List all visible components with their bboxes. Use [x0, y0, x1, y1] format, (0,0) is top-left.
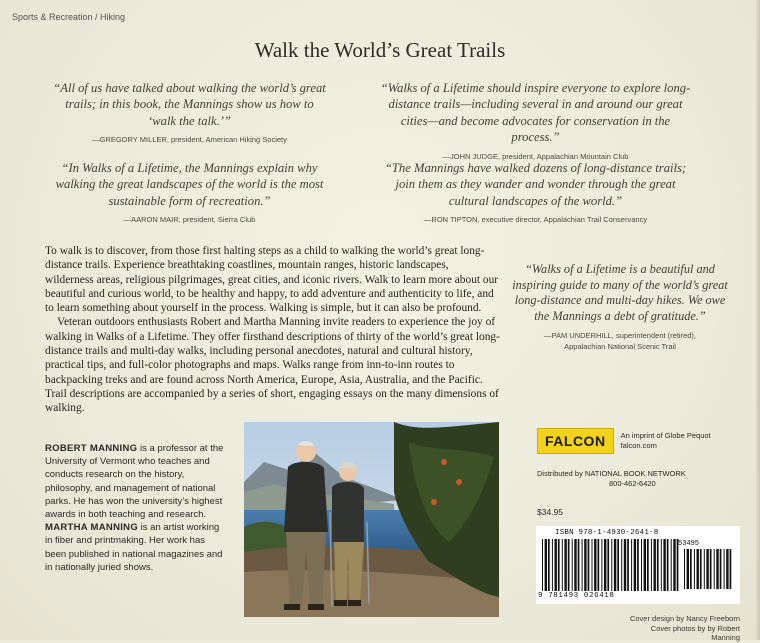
description-paragraph: To walk is to discover, from those first halting steps as a child to walking the world’s great long-distance trails. Experience breathtaking coastlines, mountain ranges, historic landscapes, wilderness areas, religious pilgrimages, great cities, and iconic rivers. Walk to learn more about our beautiful and curious world, to be healthy and happy, to add adventure and authenticity to life, and to learn something about yourself in the process. Walking is simple, but it can also be profound.: [45, 245, 499, 315]
quote-text: “Walks of a Lifetime is a beautiful and inspiring guide to many of the world’s great long-distance and multi-day hikes. We owe the Mannings a debt of gratitude.”: [512, 262, 728, 323]
quote-block: [378, 160, 693, 229]
quote-block: [52, 80, 327, 149]
quote-attribution: —JOHN JUDGE, president, Appalachian Mountain Club: [442, 151, 629, 161]
category-label: Sports & Recreation / Hiking: [12, 12, 126, 22]
credits: [620, 614, 740, 643]
falcon-logo: FALCON: [537, 428, 614, 454]
page-title: Walk the World’s Great Trails: [254, 38, 506, 62]
imprint-url: falcon.com: [620, 441, 657, 450]
page-edge: [756, 0, 760, 640]
quote-attribution: —AARON MAIR, president, Sierra Club: [123, 215, 256, 225]
publisher-block: [537, 428, 711, 454]
quote-block: [378, 80, 693, 165]
bio-text: is an artist working in fiber and printmaking. Her work has been published in national magazines and in nationally juried shows.: [45, 522, 223, 573]
quote-attribution: —RON TIPTON, executive director, Appalachian Trail Conservancy: [423, 215, 648, 225]
quote-attribution: —GREGORY MILLER, president, American Hiking Society: [92, 135, 287, 145]
side-quote: [510, 262, 730, 352]
barcode-bars: [542, 539, 682, 591]
imprint-line: An imprint of Globe Pequot: [620, 431, 711, 440]
distributor-name: Distributed by NATIONAL BOOK NETWORK: [537, 469, 686, 478]
ean-number: 9 781493 026418: [538, 592, 615, 600]
barcode: [536, 526, 740, 604]
quote-text: “All of us have talked about walking the world’s great trails; in this book, the Mannings show us how to ‘walk the talk.’”: [53, 81, 326, 128]
author-bio: [45, 442, 227, 574]
cover-design-credit: Cover design by Nancy Freeborn: [629, 614, 740, 623]
cover-photo-credit: Cover photos by by Robert Manning: [650, 623, 740, 642]
attribution-line: Appalachian National Scenic Trail: [564, 342, 676, 352]
distributor: [537, 469, 686, 489]
description-paragraph: Veteran outdoors enthusiasts Robert and Martha Manning invite readers to experience the joy of walking in Walks of a Lifetime. They offer firsthand descriptions of thirty of the world’s great long-distance trails and multi-day walks, including personal anecdotes, natural and cultural history, practical tips, and full-color photographs and maps. Walks range from inn-to-inn routes to backpacking treks and are found across North America, Europe, Asia, Australia, and the Pacific. Trail descriptions are accompanied by a series of short, engaging essays on the many dimensions of walking.: [45, 316, 500, 415]
imprint: [621, 431, 711, 451]
bio-text: is a professor at the University of Vermont who teaches and conducts research on the history, philosophy, and management of national parks. He has won the university’s highest awards in both teaching and research.: [45, 443, 224, 521]
quote-text: “The Mannings have walked dozens of long-distance trails; join them as they wander and wonder through the great cultural landscapes of the world.”: [384, 161, 687, 208]
quote-block: [52, 160, 327, 229]
quote-text: “In Walks of a Lifetime, the Mannings explain why walking the great landscapes of the world is the most sustainable form of recreation.”: [55, 161, 324, 208]
isbn: ISBN 978-1-4930-2641-8: [555, 529, 659, 537]
barcode-addon-bars: [684, 549, 734, 589]
price: $34.95: [537, 507, 563, 517]
author-photo: [244, 422, 499, 617]
author-name: ROBERT MANNING: [45, 443, 138, 454]
distributor-phone: 800-462-6420: [609, 479, 656, 488]
price-code: 53495: [678, 540, 700, 548]
quote-text: “Walks of a Lifetime should inspire everyone to explore long-distance trails—including several in and around our great cities—and become advocates for conservation in the process.”: [380, 81, 691, 145]
attribution-line: —PAM UNDERHILL, superintendent (retired),: [544, 331, 696, 341]
description: [45, 244, 500, 416]
author-name: MARTHA MANNING: [45, 522, 139, 534]
quote-attribution: [510, 330, 730, 352]
